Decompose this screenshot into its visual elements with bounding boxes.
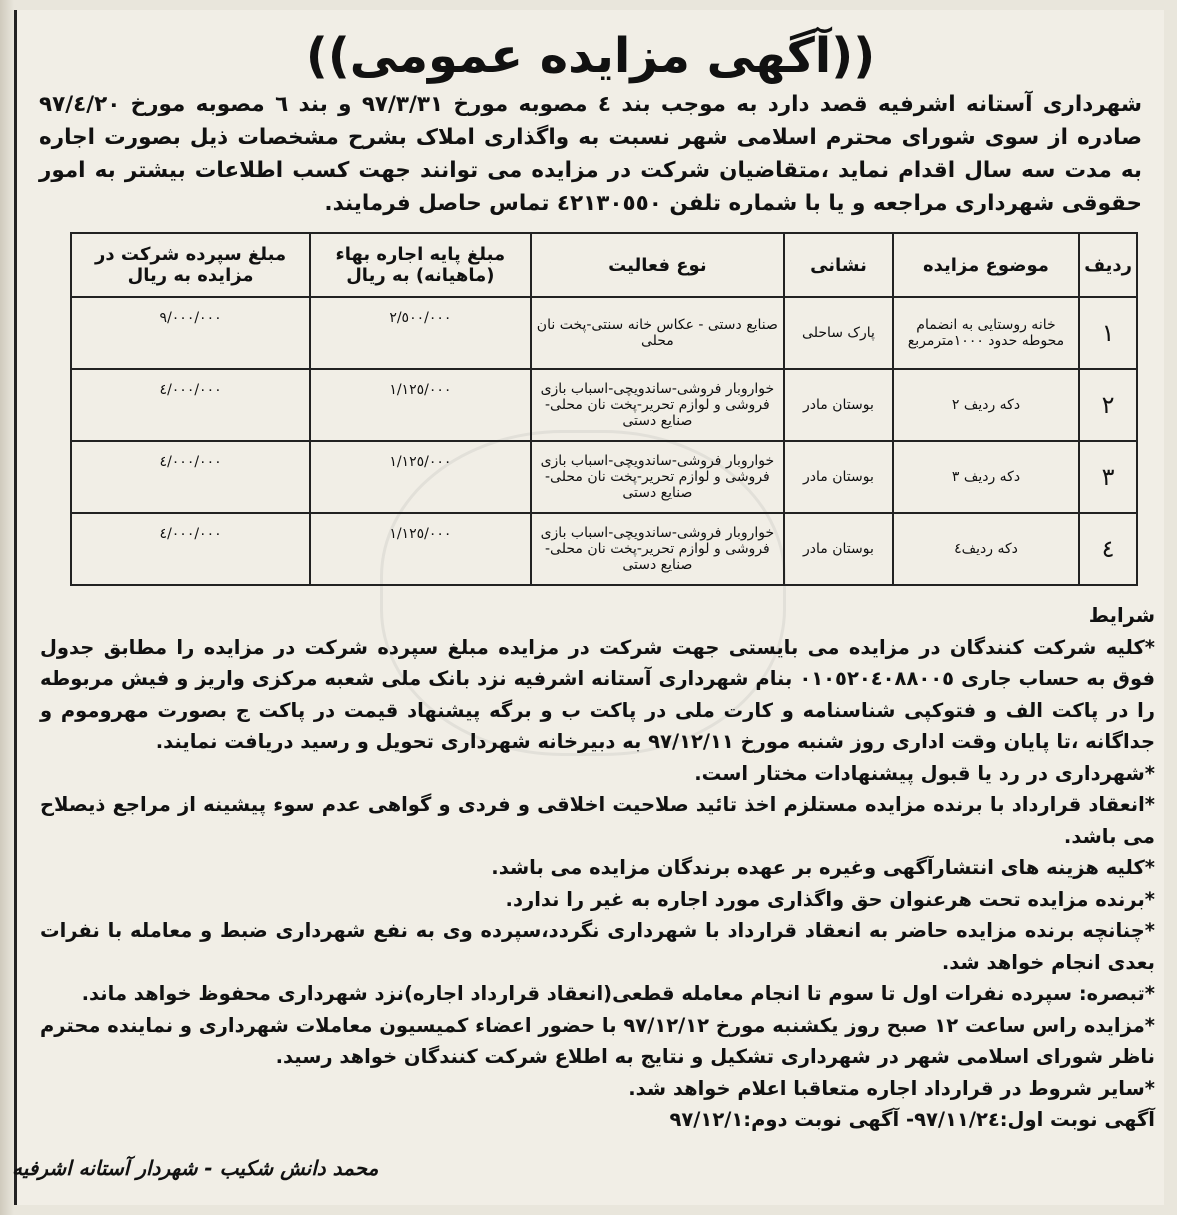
table-row	[71, 441, 1137, 513]
table-row	[71, 513, 1137, 585]
table-row	[71, 297, 1137, 369]
row-number: ٣	[1079, 441, 1137, 513]
condition-item: *تبصره: سپرده نفرات اول تا سوم تا انجام معامله قطعی(انعقاد قرارداد اجاره)نزد شهرداری محفوظ خواهد ماند.	[81, 982, 1155, 1005]
table-row	[71, 369, 1137, 441]
conditions-heading: شرایط	[1088, 604, 1155, 627]
row-deposit: ٤/٠٠٠/٠٠٠	[71, 513, 310, 585]
row-subject: خانه روستایی به انضمام محوطه حدود ١٠٠٠مترمربع	[893, 297, 1079, 369]
notice-title: ((آگهی مزایده عمومی))	[305, 28, 876, 84]
row-activity: صنایع دستی - عکاس خانه سنتی-پخت نان محلی	[531, 297, 785, 369]
row-address: بوستان مادر	[784, 369, 893, 441]
row-activity: خواروبار فروشی-ساندویچی-اسباب بازی فروشی و لوازم تحریر-پخت نان محلی-صنایع دستی	[531, 369, 785, 441]
publication-dates: آگهی نوبت اول:٩٧/١١/٢٤- آگهی نوبت دوم:٩٧/١٢/١	[669, 1108, 1155, 1131]
row-subject: دکه ردیف ٣	[893, 441, 1079, 513]
condition-item: *کلیه هزینه های انتشارآگهی وغیره بر عهده برندگان مزایده می باشد.	[491, 856, 1155, 879]
row-number: ٢	[1079, 369, 1137, 441]
row-base-price: ١/١٢٥/٠٠٠	[310, 513, 530, 585]
row-address: بوستان مادر	[784, 513, 893, 585]
row-deposit: ٤/٠٠٠/٠٠٠	[71, 369, 310, 441]
condition-item: *انعقاد قرارداد با برنده مزایده مستلزم اخذ تائید صلاحیت اخلاقی و فردی و گواهی عدم سوء پیشینه از مراجع ذیصلاح می باشد.	[40, 793, 1155, 848]
condition-item: *مزایده راس ساعت ١٢ صبح روز یکشنبه مورخ ٩٧/١٢/١٢ با حضور اعضاء کمیسیون معاملات شهرداری و نماینده محترم ناظر شورای اسلامی شهر در شهرداری تشکیل و نتایج به اطلاع شرکت کنندگان خواهد رسید.	[40, 1013, 1156, 1068]
condition-item: *کلیه شرکت کنندگان در مزایده می بایستی جهت شرکت در مزایده مبلغ سپرده شرکت در مزایده را مطابق جدول فوق به حساب جاری ٠١٠٥٢٠٤٠٨٨٠٠٥ بنام شهرداری آستانه اشرفیه نزد بانک ملی شعبه مرکزی واریز و فیش مربوطه را در پاکت الف و فتوکپی شناسنامه و کارت ملی در پاکت ب و برگه پیشنهاد قیمت در پاکت ج بصورت مهروموم و جداگانه ،تا پایان وقت اداری روز شنبه مورخ ٩٧/١٢/١١ به دبیرخانه شهرداری تحویل و رسید دریافت نمایند.	[40, 635, 1155, 753]
row-number: ٤	[1079, 513, 1137, 585]
header-subject: موضوع مزایده	[893, 233, 1079, 297]
auction-table	[70, 232, 1138, 586]
paper-fold-edge	[0, 0, 14, 1215]
row-deposit: ٤/٠٠٠/٠٠٠	[71, 441, 310, 513]
notice-intro: شهرداری آستانه اشرفیه قصد دارد به موجب بند ٤ مصوبه مورخ ٩٧/٣/٣١ و بند ٦ مصوبه مورخ ٩٧/٤/٢٠ صادره از سوی شورای محترم اسلامی شهر نسبت به واگذاری املاک بشرح مشخصات ذیل بصورت اجاره به مدت سه سال اقدام نماید ،متقاضیان شرکت در مزایده می توانند جهت کسب اطلاعات بیشتر به امور حقوقی شهرداری مراجعه و یا با شماره تلفن ٤٢١٣٠٥٥٠ تماس حاصل فرمایند.	[39, 92, 1142, 216]
row-address: پارک ساحلی	[784, 297, 893, 369]
row-base-price: ١/١٢٥/٠٠٠	[310, 441, 530, 513]
condition-item: *برنده مزایده تحت هرعنوان حق واگذاری مورد اجاره به غیر را ندارد.	[505, 887, 1155, 911]
condition-item: *شهرداری در رد یا قبول پیشنهادات مختار است.	[694, 761, 1155, 785]
table-header-row	[71, 233, 1137, 297]
header-address: نشانی	[784, 233, 893, 297]
condition-item: *سایر شروط در قرارداد اجاره متعاقبا اعلام خواهد شد.	[628, 1076, 1155, 1100]
header-deposit: مبلغ سپرده شرکت در مزایده به ریال	[71, 233, 310, 297]
row-address: بوستان مادر	[784, 441, 893, 513]
conditions-section	[40, 600, 1155, 1136]
row-deposit: ٩/٠٠٠/٠٠٠	[71, 297, 310, 369]
mayor-signature: محمد دانش شکیب - شهردار آستانه اشرفیه	[12, 1156, 379, 1180]
row-subject: دکه ردیف٤	[893, 513, 1079, 585]
row-activity: خواروبار فروشی-ساندویچی-اسباب بازی فروشی و لوازم تحریر-پخت نان محلی-صنایع دستی	[531, 513, 785, 585]
header-row-number: ردیف	[1079, 233, 1137, 297]
row-number: ١	[1079, 297, 1137, 369]
row-base-price: ٢/٥٠٠/٠٠٠	[310, 297, 530, 369]
row-activity: خواروبار فروشی-ساندویچی-اسباب بازی فروشی و لوازم تحریر-پخت نان محلی-صنایع دستی	[531, 441, 785, 513]
header-activity: نوع فعالیت	[531, 233, 785, 297]
condition-item: *چنانچه برنده مزایده حاضر به انعقاد قرارداد با شهرداری نگردد،سپرده وی به نفع شهرداری ضبط و معامله با نفرات بعدی انجام خواهد شد.	[40, 919, 1155, 974]
row-subject: دکه ردیف ٢	[893, 369, 1079, 441]
header-base-price: مبلغ پایه اجاره بهاء (ماهیانه) به ریال	[310, 233, 530, 297]
row-base-price: ١/١٢٥/٠٠٠	[310, 369, 530, 441]
